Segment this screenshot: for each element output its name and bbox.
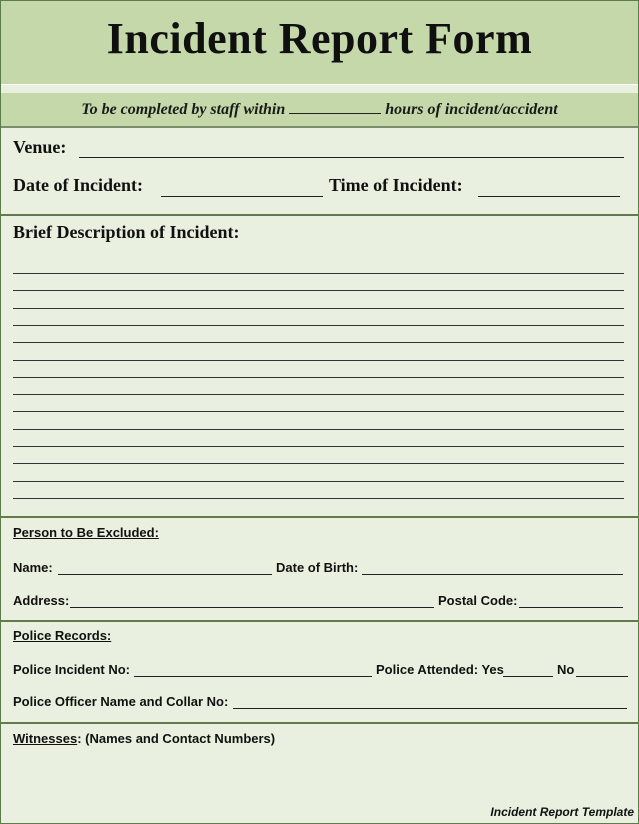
description-line[interactable] [13,481,624,482]
officer-name-field[interactable] [233,708,627,709]
description-line[interactable] [13,308,624,309]
police-attended-yes-label: Police Attended: Yes [376,662,504,677]
instruction-suffix: hours of incident/accident [385,101,558,118]
instruction-prefix: To be completed by staff within [81,101,286,118]
description-line[interactable] [13,360,624,361]
time-of-incident-label: Time of Incident: [329,175,463,195]
witnesses-label [13,731,275,746]
address-label: Address: [13,593,70,608]
template-footer: Incident Report Template [490,805,634,819]
date-of-birth-label: Date of Birth: [276,560,359,575]
witnesses-area[interactable] [13,751,624,801]
date-of-incident-field[interactable] [161,196,323,197]
date-of-incident-label: Date of Incident: [13,175,143,195]
description-line[interactable] [13,411,624,412]
venue-field[interactable] [79,157,624,158]
police-attended-yes-field[interactable] [503,676,553,677]
section-divider [1,516,638,518]
police-attended-no-label: No [557,662,575,677]
section-divider [1,620,638,622]
completion-instruction [1,93,638,128]
description-line[interactable] [13,394,624,395]
witnesses-note: : (Names and Contact Numbers) [77,731,276,746]
form-title: Incident Report Form [106,14,533,63]
date-of-birth-field[interactable] [362,574,623,575]
police-attended-no-field[interactable] [576,676,628,677]
police-records-heading: Police Records: [13,628,112,643]
address-field[interactable] [70,607,434,608]
hours-field[interactable] [289,97,381,114]
description-line[interactable] [13,377,624,378]
officer-name-label: Police Officer Name and Collar No: [13,694,229,709]
postal-code-field[interactable] [519,607,623,608]
description-line[interactable] [13,446,624,447]
name-field[interactable] [58,574,272,575]
witnesses-heading: Witnesses [13,731,78,746]
description-line[interactable] [13,498,624,499]
name-label: Name: [13,560,53,575]
venue-label: Venue: [13,137,67,157]
description-line[interactable] [13,325,624,326]
description-label: Brief Description of Incident: [13,222,240,242]
section-divider [1,214,638,216]
excluded-heading: Person to Be Excluded: [13,525,159,540]
description-line[interactable] [13,273,624,274]
police-incident-no-field[interactable] [134,676,372,677]
description-line[interactable] [13,463,624,464]
description-line[interactable] [13,429,624,430]
time-of-incident-field[interactable] [478,196,620,197]
section-divider [1,722,638,724]
description-line[interactable] [13,290,624,291]
title-band [1,1,638,85]
police-incident-no-label: Police Incident No: [13,662,131,677]
description-line[interactable] [13,342,624,343]
postal-code-label: Postal Code: [438,593,518,608]
